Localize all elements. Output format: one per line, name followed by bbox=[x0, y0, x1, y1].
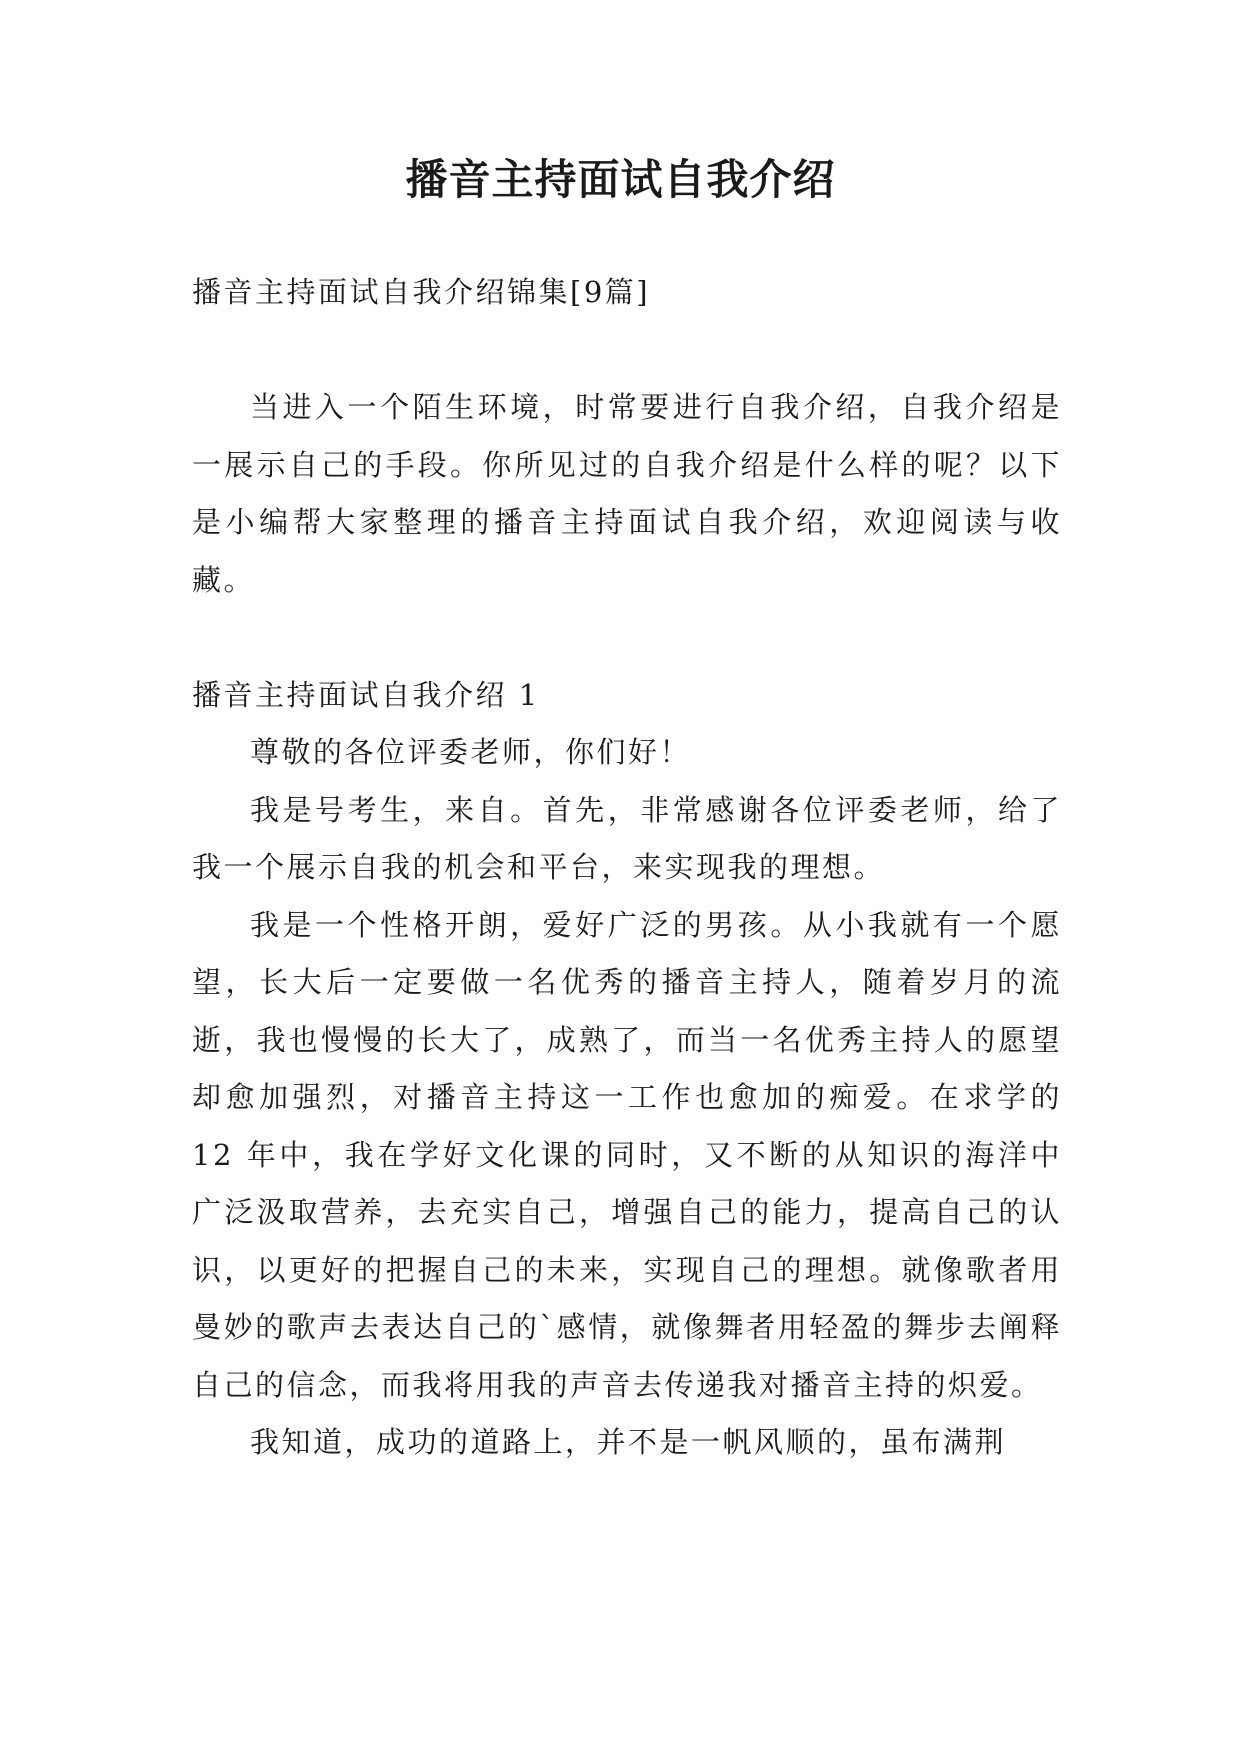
body-paragraph-4: 我知道，成功的道路上，并不是一帆风顺的，虽布满荆 bbox=[250, 1425, 1007, 1459]
document-title: 播音主持面试自我介绍 bbox=[405, 155, 836, 204]
body-paragraph-3: 我是一个性格开朗，爱好广泛的男孩。从小我就有一个愿望，长大后一定要做一名优秀的播音主持人，随着岁月的流逝，我也慢慢的长大了，成熟了，而当一名优秀主持人的愿望却愈加强烈，对播音主持这一工作也愈加的痴爱。在求学的 12 年中，我在学好文化课的同时，又不断的从知识的海洋中广泛汲取营养，去充实自己，增强自己的能力，提高自己的认识，以更好的把握自己的未来，实现自己的理想。就像歌者用曼妙的歌声去表达自己的`感情，就像舞者用轻盈的舞步去阐释自己的信念，而我将用我的声音去传递我对播音主持的炽爱。 bbox=[192, 907, 1062, 1402]
document-body bbox=[192, 264, 1062, 1472]
section-heading: 播音主持面试自我介绍 1 bbox=[192, 677, 540, 712]
body-paragraph-1: 尊敬的各位评委老师，你们好！ bbox=[250, 735, 692, 769]
document-subtitle: 播音主持面试自我介绍锦集[9篇] bbox=[192, 275, 651, 309]
intro-paragraph: 当进入一个陌生环境，时常要进行自我介绍，自我介绍是一展示自己的手段。你所见过的自我介绍是什么样的呢？以下是小编帮大家整理的播音主持面试自我介绍，欢迎阅读与收藏。 bbox=[192, 390, 1062, 597]
body-paragraph-2: 我是号考生，来自。首先，非常感谢各位评委老师，给了我一个展示自我的机会和平台，来实现我的理想。 bbox=[192, 792, 1062, 884]
